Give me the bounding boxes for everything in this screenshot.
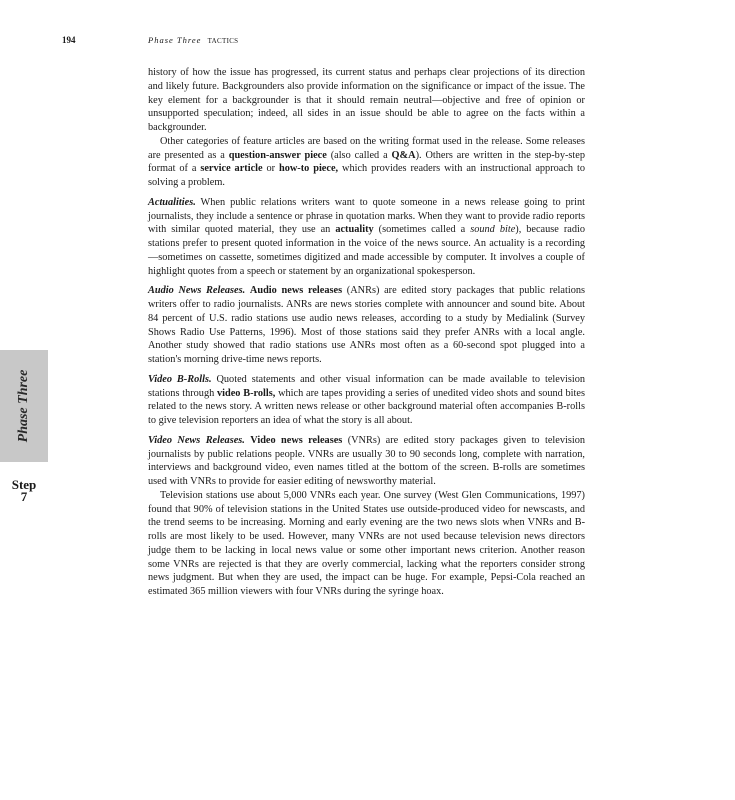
term-question-answer: question-answer piece — [228, 149, 327, 161]
text-run: Quoted statements and other visual information can be made available to television stations through — [148, 373, 585, 399]
text-run: ). Others are written in the step-by-step format of a — [148, 149, 585, 175]
term-video-b-rolls: video B-rolls, — [217, 387, 276, 399]
running-head-phase: Phase Three — [148, 35, 202, 45]
paragraph-video-b-rolls — [148, 373, 585, 428]
running-head — [148, 35, 238, 45]
paragraph-actualities — [148, 196, 585, 279]
body-text — [148, 66, 585, 599]
paragraph-backgrounder: history of how the issue has progressed, its current status and perhaps clear projections of its direction and likely future. Backgrounders also provide information on the significance or impact of the issue. The key element for a backgrounder is that it should remain neutral—objective and free of opinion or unsupported speculation; indeed, all sides in an issue should be able to agree on the facts within a backgrounder. — [148, 67, 585, 133]
text-run: or — [262, 163, 279, 175]
text-run: ), because radio stations prefer to present quoted information in the voice of the news source. An actuality is a recording—sometimes on cassette, sometimes digitized and made accessible by computer. It involves a couple of highlight quotes from a speech or statement by an organizational spokesperson. — [148, 224, 585, 277]
paragraph-feature-formats — [148, 135, 585, 190]
run-in-heading: Video News Releases. — [148, 434, 245, 446]
term-how-to: how-to piece, — [278, 163, 339, 175]
run-in-heading: Actualities. — [148, 196, 196, 208]
term-qa: Q&A — [391, 149, 416, 161]
page-number: 194 — [62, 35, 76, 45]
term-video-news-releases: Video news releases — [250, 434, 343, 446]
side-tab-label: Phase Three — [16, 369, 31, 443]
term-actuality: actuality — [335, 224, 374, 236]
paragraph-video-news-releases — [148, 434, 585, 489]
phase-side-tab — [0, 350, 48, 462]
paragraph-audio-news-releases — [148, 284, 585, 367]
text-run: (ANRs) are edited story packages that public relations writers offer to radio journalists. ANRs are news stories complete with announcer and sound bite. About 84 percent of U.S. radio stations use audio news releases, according to a study by Medialink (Survey Shows Radio Use Patterns, 1996). Most of those stations said they prefer ANRs with a local angle. Another study showed that radio stations use ANRs most often as a 60-second spot plugged into a station's morning drive-time news reports. — [148, 285, 586, 365]
step-number: 7 — [20, 489, 28, 504]
run-in-heading: Audio News Releases. — [148, 285, 246, 297]
text-run: When public relations writers want to quote someone in a news release going to print journalists, they include a sentence or phrase in quotation marks. When they want to provide radio reports with similar quoted material, they use an — [148, 196, 585, 236]
text-run: (VNRs) are edited story packages given to television journalists by public relations people. VNRs are usually 30 to 90 seconds long, complete with narration, interviews and background video, even names titled at the bottom of the screen. B-rolls are sometimes used with VNRs to provide for easier editing of newsworthy material. — [148, 434, 586, 487]
run-in-heading: Video B-Rolls. — [148, 373, 212, 385]
term-service-article: service article — [200, 163, 263, 175]
text-run: which provides readers with an instructional approach to solving a problem. — [148, 163, 585, 188]
step-label: Step — [11, 477, 37, 492]
text-run: Other categories of feature articles are based on the writing format used in the release. Some releases are presented as a — [148, 135, 585, 161]
text-run: (sometimes called a — [373, 224, 471, 236]
term-audio-news-releases: Audio news releases — [249, 285, 343, 297]
paragraph-vnr-usage: Television stations use about 5,000 VNRs each year. One survey (West Glen Communications, 1997) found that 90% of television stations in the United States use outside-produced video for newscasts, and the trend seems to be increasing. Morning and early evening are the two news slots when VNRs and B-rolls are most likely to be used. However, many VNRs are not used because television news directors judge them to be lacking in local news value or some other important news criterion. Another reason some VNRs are rejected is that they are overly commercial, lacking what the reporters consider strong news judgment. But when they are used, the impact can be huge. For example, Pepsi-Cola reached an estimated 365 million viewers with four VNRs during the syringe hoax. — [148, 489, 585, 597]
text-run: (also called a — [326, 149, 392, 161]
term-sound-bite: sound bite — [470, 224, 516, 236]
running-head-section: TACTICS — [207, 37, 239, 45]
text-run: which are tapes providing a series of unedited video shots and sound bites related to the news story. A written news release or other background material often accompanies B-rolls to give television reporters an idea of what the story is all about. — [148, 387, 585, 426]
